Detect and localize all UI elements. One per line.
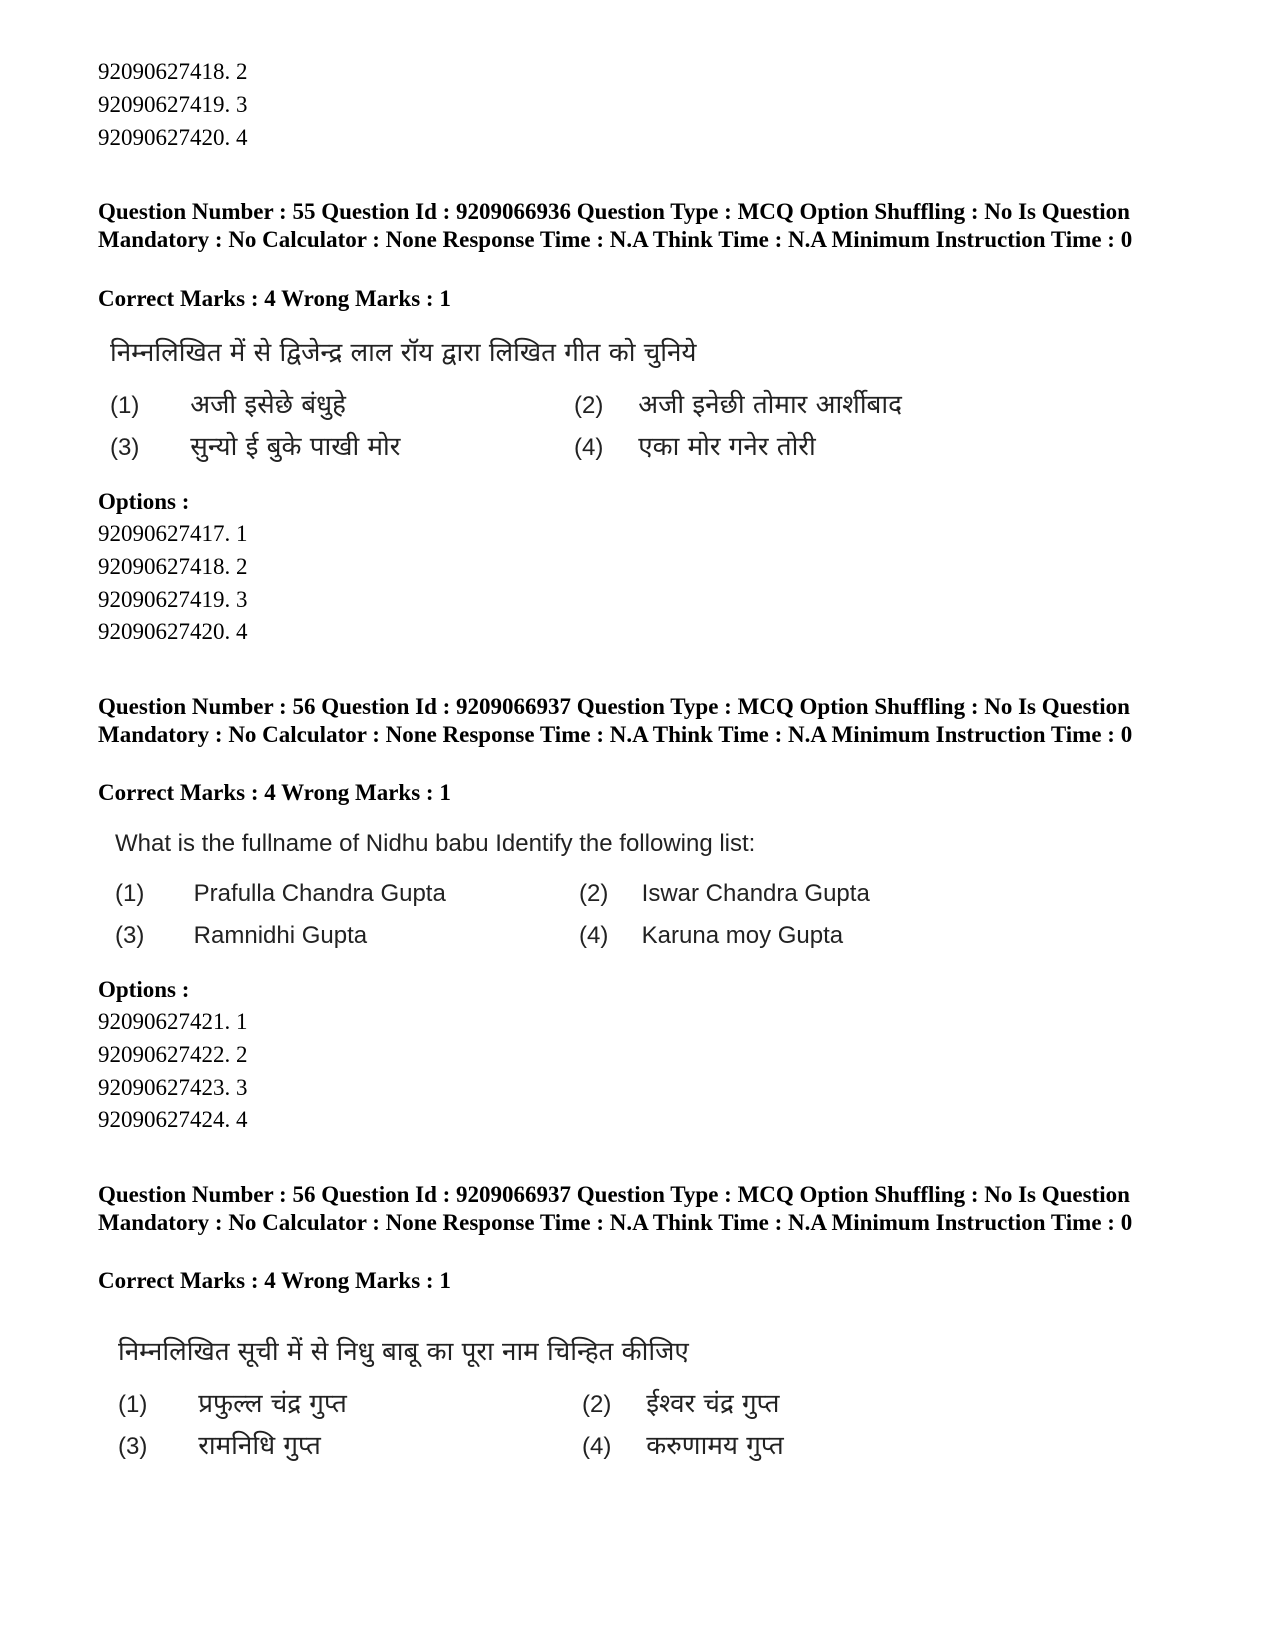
choice-text: Prafulla Chandra Gupta xyxy=(193,880,446,907)
choice-1 xyxy=(110,385,346,421)
choice-number: (1) xyxy=(118,1391,148,1418)
choice-2 xyxy=(579,880,870,908)
choice-number: (4) xyxy=(582,1433,612,1460)
question-stem: निम्नलिखित सूची में से निधु बाबू का पूरा नाम चिन्हित कीजिए xyxy=(118,1337,689,1367)
choice-2 xyxy=(574,385,902,421)
option-line: 92090627418. 2 xyxy=(98,59,248,84)
choice-number: (2) xyxy=(574,392,604,419)
question-header: Question Number : 56 Question Id : 9209066937 Question Type : MCQ Option Shuffling : No Is Question Mandatory : No Calculator : None Response Time : N.A Think Time : N.A Minimum Instruction Time : 0 xyxy=(98,694,1133,747)
choice-text: प्रफुल्ल चंद्र गुप्त xyxy=(198,1389,347,1419)
choice-text: रामनिधि गुप्त xyxy=(198,1431,321,1461)
question-header: Question Number : 55 Question Id : 9209066936 Question Type : MCQ Option Shuffling : No Is Question Mandatory : No Calculator : None Response Time : N.A Think Time : N.A Minimum Instruction Time : 0 xyxy=(98,199,1133,252)
choice-number: (3) xyxy=(118,1433,148,1460)
choice-3 xyxy=(118,1426,321,1462)
choice-4 xyxy=(574,427,816,463)
choice-text: Karuna moy Gupta xyxy=(641,922,844,949)
option-line: 92090627423. 3 xyxy=(98,1075,248,1100)
option-line: 92090627418. 2 xyxy=(98,554,248,579)
choice-number: (2) xyxy=(579,880,609,907)
choice-3 xyxy=(110,427,400,463)
choice-number: (3) xyxy=(115,922,145,949)
choice-text: Iswar Chandra Gupta xyxy=(641,880,870,907)
option-line: 92090627424. 4 xyxy=(98,1107,248,1132)
option-line: 92090627420. 4 xyxy=(98,125,248,150)
options-title: Options : xyxy=(98,489,190,514)
choice-number: (4) xyxy=(574,434,604,461)
choice-4 xyxy=(582,1426,784,1462)
option-line: 92090627420. 4 xyxy=(98,619,248,644)
choice-1 xyxy=(115,880,446,908)
option-line: 92090627422. 2 xyxy=(98,1042,248,1067)
options-title: Options : xyxy=(98,977,190,1002)
choice-text: ईश्वर चंद्र गुप्त xyxy=(646,1389,780,1419)
choice-4 xyxy=(579,922,843,950)
choice-text: एका मोर गनेर तोरी xyxy=(638,432,816,462)
choice-number: (2) xyxy=(582,1391,612,1418)
question-image xyxy=(118,1332,918,1472)
choice-number: (4) xyxy=(579,922,609,949)
choice-number: (1) xyxy=(115,880,145,907)
choice-number: (3) xyxy=(110,434,140,461)
option-line: 92090627419. 3 xyxy=(98,92,248,117)
choice-text: अजी इसेछे बंधुहे xyxy=(190,390,346,420)
question-image xyxy=(115,830,915,970)
choice-2 xyxy=(582,1384,779,1420)
choice-text: करुणामय गुप्त xyxy=(646,1431,784,1461)
question-stem: What is the fullname of Nidhu babu Identify the following list: xyxy=(115,830,756,857)
choice-1 xyxy=(118,1384,347,1420)
marks-line: Correct Marks : 4 Wrong Marks : 1 xyxy=(98,780,451,805)
marks-line: Correct Marks : 4 Wrong Marks : 1 xyxy=(98,286,451,311)
question-image xyxy=(110,333,910,473)
option-line: 92090627419. 3 xyxy=(98,587,248,612)
choice-text: अजी इनेछी तोमार आर्शीबाद xyxy=(638,390,902,420)
choice-text: Ramnidhi Gupta xyxy=(193,922,368,949)
choice-3 xyxy=(115,922,367,950)
question-stem: निम्नलिखित में से द्विजेन्द्र लाल रॉय द्वारा लिखित गीत को चुनिये xyxy=(110,338,697,368)
question-header: Question Number : 56 Question Id : 9209066937 Question Type : MCQ Option Shuffling : No Is Question Mandatory : No Calculator : None Response Time : N.A Think Time : N.A Minimum Instruction Time : 0 xyxy=(98,1182,1133,1235)
choice-number: (1) xyxy=(110,392,140,419)
option-line: 92090627417. 1 xyxy=(98,521,248,546)
choice-text: सुन्यो ई बुके पाखी मोर xyxy=(190,432,401,462)
marks-line: Correct Marks : 4 Wrong Marks : 1 xyxy=(98,1268,451,1293)
option-line: 92090627421. 1 xyxy=(98,1009,248,1034)
